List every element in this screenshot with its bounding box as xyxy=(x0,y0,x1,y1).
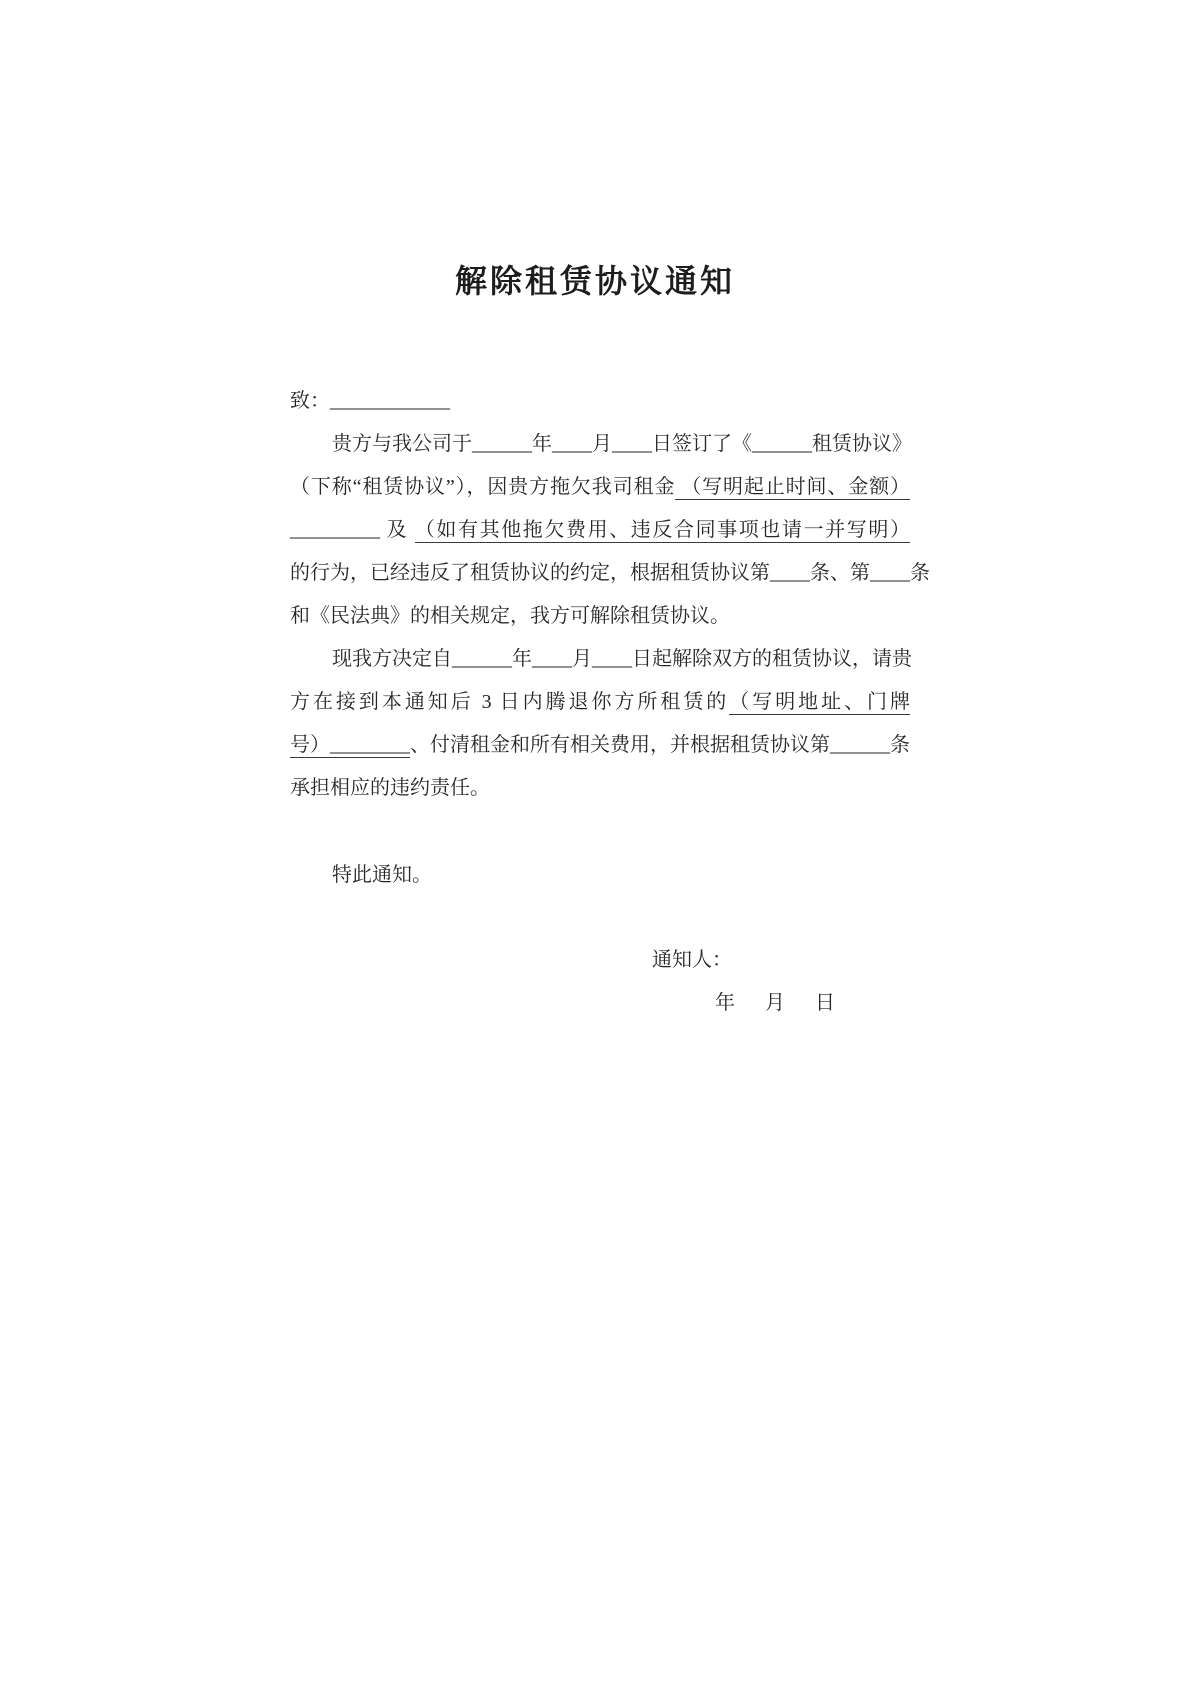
text-segment: 及 xyxy=(380,519,415,541)
blank-underline: ____ xyxy=(552,433,592,455)
text-segment: 、付清租金和所有相关费用，并根据租赁协议第 xyxy=(410,734,830,756)
text-segment: 贵方与我公司于 xyxy=(332,433,472,455)
blank-underline: ____ xyxy=(612,433,652,455)
blank-underline: ____ xyxy=(592,648,632,670)
underlined-fill-hint: （如有其他拖欠费用、违反合同事项也请一并写明） xyxy=(414,519,911,541)
text-segment: 条、第 xyxy=(810,562,870,584)
text-line xyxy=(290,681,910,724)
text-segment: 条 xyxy=(890,734,910,756)
text-line xyxy=(290,595,910,638)
text-line xyxy=(290,423,910,466)
salutation-line xyxy=(290,380,910,423)
text-segment: 日起解除双方的租赁协议，请贵 xyxy=(632,648,912,670)
document-title: 解除租赁协议通知 xyxy=(454,263,735,299)
text-segment: 承担相应的违约责任。 xyxy=(290,777,490,799)
underlined-fill-hint: （写明地址、门牌 xyxy=(729,691,911,713)
date-line: 年 月 日 xyxy=(715,992,835,1014)
blank-underline: ______ xyxy=(752,433,812,455)
text-segment: 现我方决定自 xyxy=(332,648,452,670)
text-segment: 月 xyxy=(592,433,612,455)
blank-underline: ____ xyxy=(770,562,810,584)
blank-underline: ______ xyxy=(452,648,512,670)
text-segment: 方在接到本通知后 3 日内腾退你方所租赁的 xyxy=(290,691,730,713)
text-line xyxy=(290,724,910,767)
text-line xyxy=(290,466,910,509)
notifier-label: 通知人： xyxy=(652,949,732,971)
document-body xyxy=(290,380,930,1025)
blank-underline: ______ xyxy=(472,433,532,455)
text-segment: 致： xyxy=(290,390,330,412)
paragraph-lease-breach xyxy=(290,423,930,638)
text-segment: 年 xyxy=(512,648,532,670)
text-line xyxy=(290,380,910,423)
underlined-fill-hint: 号） xyxy=(290,734,330,756)
text-line xyxy=(290,767,910,810)
text-line xyxy=(290,509,910,552)
text-segment: 租赁协议》 xyxy=(812,433,912,455)
text-segment: 日签订了《 xyxy=(652,433,752,455)
text-segment: 和《民法典》的相关规定，我方可解除租赁协议。 xyxy=(290,605,730,627)
blank-underline: ____________ xyxy=(330,390,450,412)
text-line xyxy=(290,552,930,595)
text-line xyxy=(290,638,910,681)
text-segment: 月 xyxy=(572,648,592,670)
text-segment: 年 xyxy=(532,433,552,455)
blank-underline: ____ xyxy=(870,562,910,584)
text-segment: （下称“租赁协议”），因贵方拖欠我司租金 xyxy=(290,476,676,498)
text-segment: 条 xyxy=(910,562,930,584)
paragraph-termination-demand xyxy=(290,638,910,810)
blank-underline: ____ xyxy=(532,648,572,670)
closing-statement: 特此通知。 xyxy=(332,864,432,886)
blank-underline: ______ xyxy=(830,734,890,756)
blank-underline: ________ xyxy=(330,734,410,756)
blank-underline: _________ xyxy=(290,519,380,541)
text-segment: 的行为，已经违反了租赁协议的约定，根据租赁协议第 xyxy=(290,562,770,584)
underlined-fill-hint: （写明起止时间、金额） xyxy=(681,476,911,498)
